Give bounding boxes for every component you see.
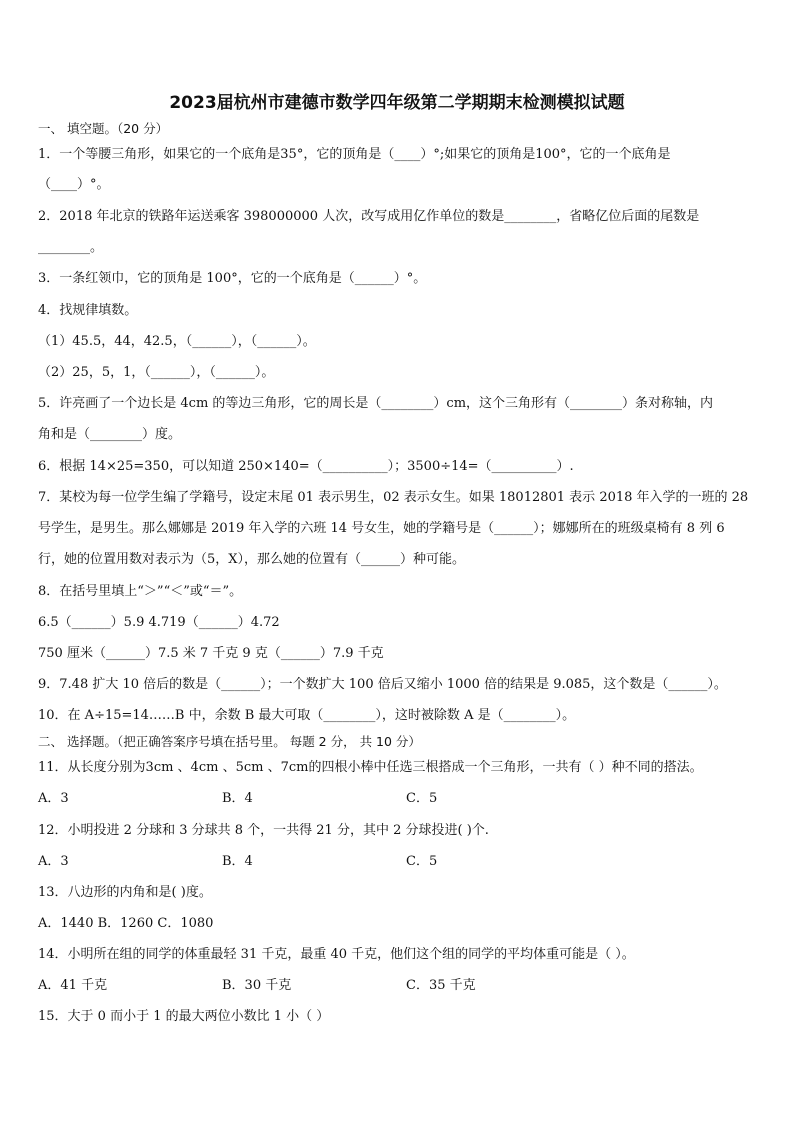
question-6: 6．根据 14×25=350，可以知道 250×140=（__________）；3500÷14=（__________）.	[38, 459, 574, 474]
question-4-sub-1: （1）45.5，44，42.5，（______），（______）。	[38, 334, 316, 349]
question-9: 9．7.48 扩大 10 倍后的数是（______）；一个数扩大 100 倍后又缩小 1000 倍的结果是 9.085，这个数是（______）。	[38, 677, 727, 692]
page-title: 2023届杭州市建德市数学四年级第二学期期末检测模拟试题	[169, 93, 625, 113]
question-12-option-a: A．3	[38, 854, 69, 869]
question-8-stem: 8．在括号里填上“＞”“＜”或“＝”。	[38, 584, 243, 599]
question-13-options: A．1440 B．1260 C．1080	[38, 916, 214, 931]
question-8-row-2: 750 厘米（______）7.5 米 7 千克 9 克（______）7.9 千克	[38, 646, 384, 661]
section-fill-in-heading: 一、 填空题。（20 分）	[38, 121, 169, 136]
section-choice-heading: 二、 选择题。（把正确答案序号填在括号里。 每题 2 分， 共 10 分）	[38, 734, 421, 749]
question-12-stem: 12．小明投进 2 分球和 3 分球共 8 个，一共得 21 分，其中 2 分球投进( )个.	[38, 823, 489, 838]
question-7-line-3: 行，她的位置用数对表示为（5，X），那么她的位置有（______）种可能。	[38, 552, 466, 567]
question-5-line-1: 5．许亮画了一个边长是 4cm 的等边三角形，它的周长是（________）cm，这个三角形有（________）条对称轴，内	[38, 396, 714, 411]
question-4-stem: 4．找规律填数。	[38, 303, 138, 318]
question-14-option-c: C．35 千克	[406, 978, 476, 993]
question-1-line-2: （____）°。	[38, 177, 110, 192]
question-1-line-1: 1．一个等腰三角形，如果它的一个底角是35°，它的顶角是（____）°;如果它的顶角是100°，它的一个底角是	[38, 147, 671, 162]
question-5-line-2: 角和是（________）度。	[38, 427, 182, 442]
question-14-stem: 14．小明所在组的同学的体重最轻 31 千克，最重 40 千克，他们这个组的同学的平均体重可能是（ ）。	[38, 947, 635, 962]
question-12-option-c: C．5	[406, 854, 438, 869]
question-8-row-1: 6.5（______）5.9 4.719（______）4.72	[38, 615, 280, 630]
question-7-line-2: 号学生，是男生。那么娜娜是 2019 年入学的六班 14 号女生，她的学籍号是（______）；娜娜所在的班级桌椅有 8 列 6	[38, 521, 725, 536]
question-4-sub-2: （2）25，5，1，（______），（______）。	[38, 365, 275, 380]
question-14-option-a: A．41 千克	[38, 978, 108, 993]
question-13-stem: 13．八边形的内角和是( )度。	[38, 885, 212, 900]
question-11-option-a: A．3	[38, 791, 69, 806]
question-15: 15．大于 0 而小于 1 的最大两位小数比 1 小（ ）	[38, 1009, 330, 1024]
question-12-option-b: B．4	[222, 854, 253, 869]
question-3: 3．一条红领巾，它的顶角是 100°，它的一个底角是（______）°。	[38, 271, 427, 286]
question-11-option-b: B．4	[222, 791, 253, 806]
question-7-line-1: 7．某校为每一位学生编了学籍号，设定末尾 01 表示男生，02 表示女生。如果 18012801 表示 2018 年入学的一班的 28	[38, 490, 749, 505]
question-2-line-2: ________。	[38, 240, 104, 255]
question-2-line-1: 2．2018 年北京的铁路年运送乘客 398000000 人次，改写成用亿作单位的数是________，省略亿位后面的尾数是	[38, 209, 700, 224]
question-14-option-b: B．30 千克	[222, 978, 292, 993]
question-10: 10．在 A÷15=14……B 中，余数 B 最大可取（________），这时被除数 A 是（________）。	[38, 708, 576, 723]
question-11-stem: 11．从长度分别为3cm 、4cm 、5cm 、7cm的四根小棒中任选三根搭成一个三角形，一共有（ ）种不同的搭法。	[38, 760, 703, 775]
question-11-option-c: C．5	[406, 791, 438, 806]
